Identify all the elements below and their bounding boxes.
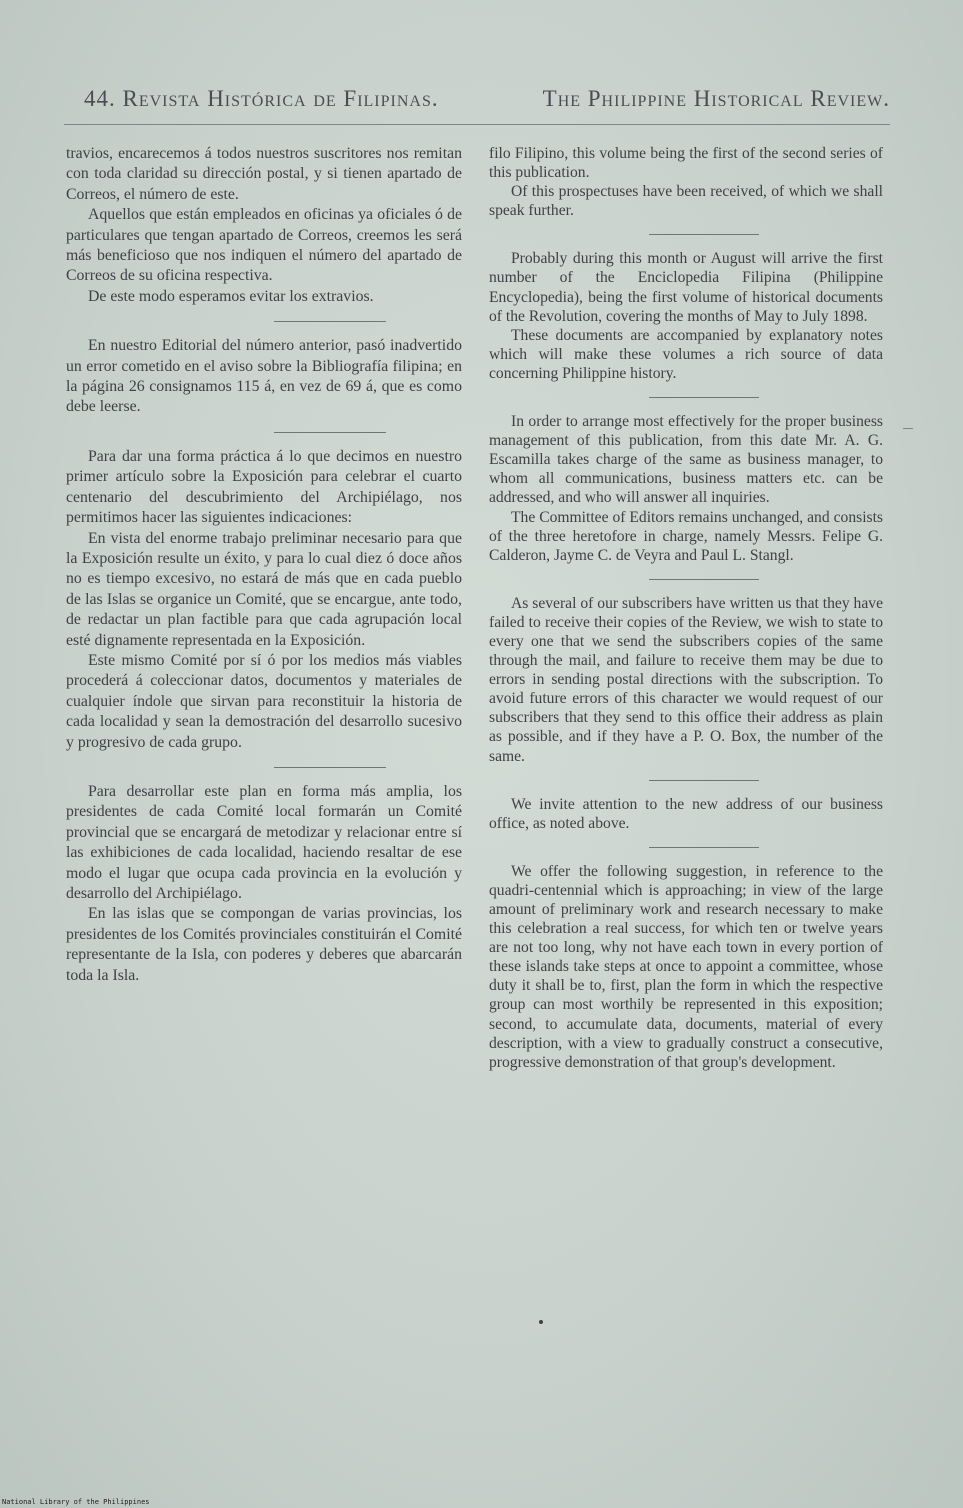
library-credit: National Library of the Philippines [2,1498,150,1506]
section-divider [274,767,386,768]
paragraph: As several of our subscribers have written us that they have failed to receive their copies of the Review, we wish to state to every one that we send the subscribers copies of the same through the mail, and failure to receive them may be due to errors in sending postal directions with the subscription. To avoid future errors of this character we would request of our subscribers that they send to this office their address as plain as possible, and if they have a P. O. Box, the number of the same. [489,594,883,765]
paragraph: Aquellos que están empleados en oficinas ya oficiales ó de particulares que tengan apartado de Correos, creemos les será más beneficioso que nos indiquen el número del apartado de Correos de su oficina respectiva. [66,206,462,285]
english-column [489,144,883,1072]
section-divider [274,432,386,433]
section-divider [649,397,759,398]
paragraph: These documents are accompanied by explanatory notes which will make these volumes a rich source of data concerning Philippine history. [489,326,883,382]
section-divider [274,321,386,322]
paragraph: De este modo esperamos evitar los extravios. [88,287,374,305]
paragraph: filo Filipino, this volume being the first of the second series of this publication. [489,145,883,182]
paragraph: We offer the following suggestion, in reference to the quadri-centennial which is approaching; in view of the large amount of preliminary work and research necessary to make this celebration a real success, for which ten or twelve years are not too long, why not have each town in every portion of these islands take steps at once to appoint a committee, whose duty it shall be to, first, plan the form in which the respective group can most worthily be represented in this exposition; second, to accumulate data, documents, material of every description, with a view to gradually construct a consecutive, progressive demonstration of that group's development. [489,862,883,1071]
running-header [70,86,890,126]
header-spanish-title: 44. Revista Histórica de Filipinas. [84,86,439,111]
paragraph: Para dar una forma práctica á lo que decimos en nuestro primer artículo sobre la Exposición para celebrar el cuarto centenario del descubrimiento del Archipiélago, nos permitimos hacer las siguientes indicaciones: [66,447,462,527]
paragraph: The Committee of Editors remains unchanged, and consists of the three heretofore in charge, namely Messrs. Felipe G. Calderon, Jayme C. de Veyra and Paul L. Stangl. [489,508,883,564]
ink-dot [539,1320,543,1324]
paragraph: We invite attention to the new address of our business office, as noted above. [489,795,883,832]
section-divider [649,780,759,781]
margin-mark [903,428,913,429]
paragraph: Para desarrollar este plan en forma más amplia, los presidentes de cada Comité local formarán un Comité provincial que se encargará de metodizar y relacionar entre sí las exhibiciones de cada localidad, haciendo resaltar de ese modo el lugar que ocupa cada provincia en la evolución y desarrollo del Archipiélago. [66,782,462,902]
paragraph: travios, encarecemos á todos nuestros suscritores nos remitan con toda claridad su dirección postal, y si tienen apartado de Correos, el número de este. [66,145,462,203]
header-english-title: The Philippine Historical Review. [542,86,890,111]
section-divider [649,847,759,848]
spanish-column [66,144,462,986]
paragraph: Probably during this month or August will arrive the first number of the Enciclopedia Filipina (Philippine Encyclopedia), being the first volume of historical documents of the Revolution, covering the months of May to July 1898. [489,250,883,325]
paragraph: En nuestro Editorial del número anterior, pasó inadvertido un error cometido en el aviso sobre la Bibliografía filipina; en la página 26 consignamos 115 á, en vez de 69 á, que es como debe leerse. [66,337,462,416]
paragraph: En las islas que se compongan de varias provincias, los presidentes de los Comités provinciales constituirán el Comité representante de la Isla, con poderes y deberes que abarcarán toda la Isla. [66,905,462,984]
paragraph: In order to arrange most effectively for the proper business management of this publication, from this date Mr. A. G. Escamilla takes charge of the same as business manager, to whom all communications, business matters etc. can be addressed, and who will answer all inquiries. [489,413,883,507]
paragraph: En vista del enorme trabajo preliminar necesario para que la Exposición resulte un éxito, y para lo cual diez ó doce años no es tiempo excesivo, no estará de más que en cada pueblo de las Islas se organice un Comité, que se encargue, ante todo, de redactar un plan factible para que cada agrupación local esté dignamente representada en la Exposición. [66,529,462,649]
paragraph: Of this prospectuses have been received, of which we shall speak further. [489,183,883,220]
header-rule [64,124,890,125]
section-divider [649,579,759,580]
section-divider [649,234,759,235]
paragraph: Este mismo Comité por sí ó por los medios más viables procederá á coleccionar datos, documentos y materiales de cualquier índole que sirvan para reconstituir la historia de cada localidad y sean la demostración del desarrollo sucesivo y progresivo de cada grupo. [66,651,462,751]
